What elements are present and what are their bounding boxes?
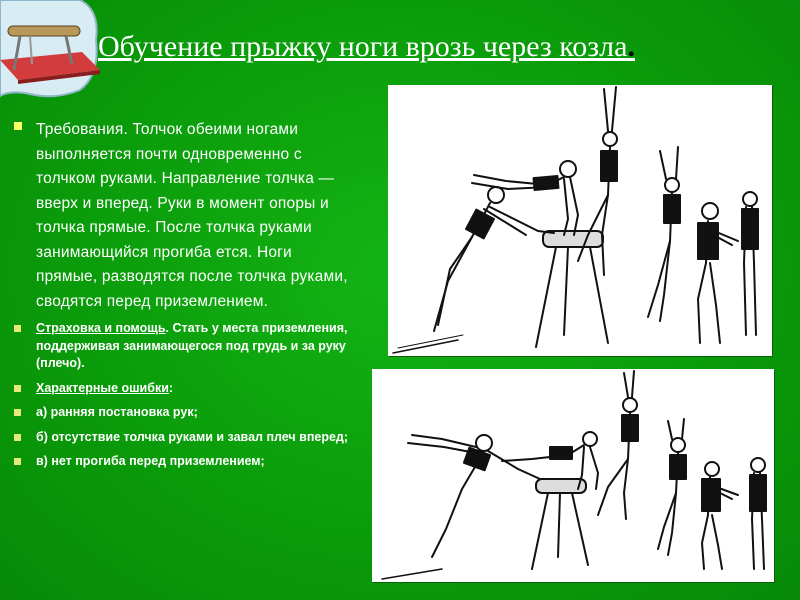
requirements-item (14, 118, 354, 314)
vault-sequence-image-top (388, 85, 772, 356)
safety-item (14, 320, 354, 373)
requirements-text: Требования. Толчок обеими ногами выполняется почти одновременно с толчком руками. Направление толчка — вверх и вперед. Руки в момент опоры и толчка прямые. После толчка руками занимающийся прогиба ется. Ноги прямые, разводятся после толчка руками, сводятся перед приземлением. (36, 121, 348, 310)
bullet-icon (14, 409, 21, 416)
error-item: в) нет прогиба перед приземлением; (14, 453, 354, 471)
pommel-horse-icon (0, 0, 100, 100)
bullet-icon (14, 385, 21, 392)
safety-label: Страховка и помощь (36, 321, 166, 335)
safety-text: . Стать у места приземления, поддерживая занимающегося под грудь и за руку (плечо). (36, 321, 348, 370)
bullet-icon (14, 458, 21, 465)
error-item: б) отсутствие толчка руками и завал плеч вперед; (14, 429, 354, 447)
errors-header-item: Характерные ошибки: (14, 380, 354, 398)
page-title: Обучение прыжку ноги врозь через козла. (98, 30, 635, 63)
errors-label: Характерные ошибки (36, 380, 169, 395)
bullet-icon (14, 434, 21, 441)
bullet-icon (14, 122, 22, 130)
error-item: а) ранняя постановка рук; (14, 404, 354, 422)
content-list (14, 118, 354, 471)
bullet-icon (14, 325, 21, 332)
vault-sequence-image-bottom (372, 369, 774, 582)
